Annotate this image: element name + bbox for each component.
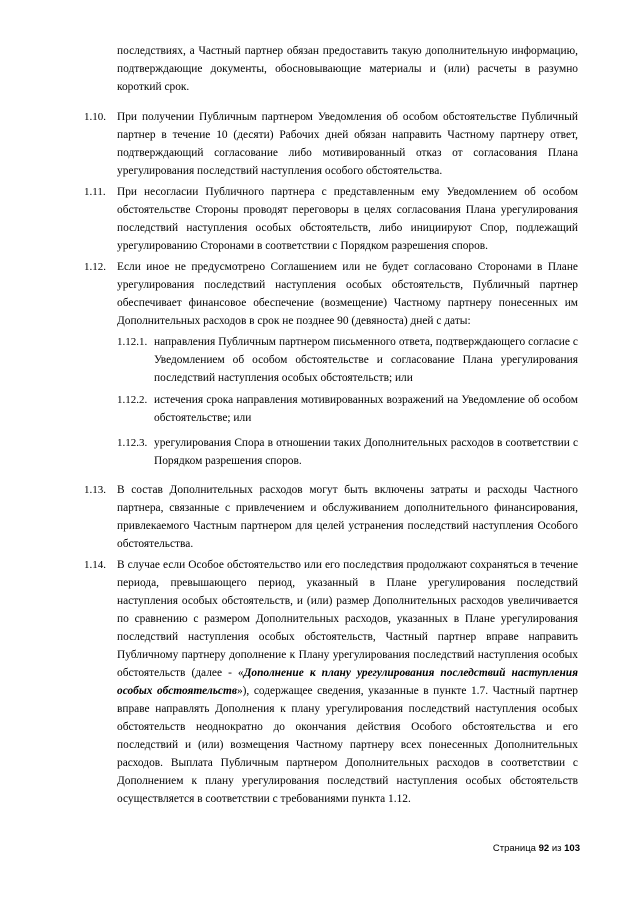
- subclause-number: 1.12.2.: [117, 394, 148, 406]
- clause-1-10: [117, 108, 578, 180]
- clause-text: Если иное не предусмотрено Соглашением или не будет согласовано Сторонами в Плане урегулирования последствий наступления особых обстоятельств, Публичный партнер обеспечивает финансовое обеспечение (возмещение) Частному партнеру понесенных им Дополнительных расходов в срок не позднее 90 (девяноста) дней с даты:: [117, 261, 578, 327]
- clause-text: При получении Публичным партнером Уведомления об особом обстоятельстве Публичный партнер в течение 10 (десяти) Рабочих дней обязан направить Частному партнеру ответ, подтверждающий согласование либо мотивированный отказ от согласования Плана урегулирования последствий наступления особого обстоятельства.: [117, 111, 578, 177]
- intro-paragraph: [117, 42, 578, 96]
- footer-middle: из: [549, 843, 565, 854]
- clause-text: В состав Дополнительных расходов могут быть включены затраты и расходы Частного партнера, связанные с привлечением и обслуживанием дополнительного финансирования, привлекаемого Частным партнером для целей устранения последствий наступления Особого обстоятельства.: [117, 484, 578, 550]
- subclause-text: истечения срока направления мотивированных возражений на Уведомление об особом обстоятельстве; или: [154, 394, 578, 424]
- clause-number: 1.11.: [84, 186, 106, 198]
- clause-number: 1.14.: [84, 559, 106, 571]
- clause-number: 1.12.: [84, 261, 106, 273]
- clause-number: 1.13.: [84, 484, 106, 496]
- clause-text-after: »), содержащее сведения, указанные в пункте 1.7. Частный партнер вправе направлять Дополнения к плану урегулирования последствий наступления особых обстоятельств неоднократно до окончания действия Особого обстоятельства и его последствий и (или) возмещения Частному партнеру всех понесенных Дополнительных расходов. Выплата Публичным партнером Дополнительных расходов в соответствии с Дополнением к плану урегулирования последствий наступления особых обстоятельств осуществляется в соответствии с требованиями пункта 1.12.: [117, 685, 578, 805]
- clause-1-11: [117, 183, 578, 255]
- clause-number: 1.10.: [84, 111, 106, 123]
- subclause-number: 1.12.1.: [117, 336, 148, 348]
- defined-term: Дополнение к плану урегулирования последствий наступления особых обстоятельств: [117, 667, 578, 697]
- clause-text: [117, 556, 578, 808]
- clause-1-12: [117, 258, 578, 330]
- clause-1-14: [117, 556, 578, 808]
- footer-prefix: Страница: [492, 843, 539, 854]
- page-footer: [493, 843, 580, 854]
- intro-text: последствиях, а Частный партнер обязан предоставить такую дополнительную информацию, подтверждающие документы, обосновывающие материалы и (или) расчеты в разумно короткий срок.: [117, 45, 578, 93]
- clause-text-before: В случае если Особое обстоятельство или его последствия продолжают сохраняться в течение периода, превышающего период, указанный в Плане урегулирования последствий наступления особых обстоятельств, и (или) размер Дополнительных расходов увеличивается по сравнению с размером Дополнительных расходов, указанных в Плане урегулирования последствий наступления особых обстоятельств, Частный партнер вправе направить Публичному партнеру дополнение к Плану урегулирования последствий наступления особых обстоятельств (далее - «: [117, 559, 578, 679]
- subclause-1-12-2: [154, 391, 578, 427]
- subclause-text: направления Публичным партнером письменного ответа, подтверждающего согласие с Уведомлением об особом обстоятельстве и согласование Плана урегулирования последствий наступления особых обстоятельств; или: [154, 336, 578, 384]
- subclause-number: 1.12.3.: [117, 437, 148, 449]
- subclause-1-12-1: [154, 333, 578, 387]
- current-page-number: 92: [538, 843, 550, 854]
- clause-1-13: [117, 481, 578, 553]
- total-pages-number: 103: [564, 843, 580, 854]
- subclause-text: урегулирования Спора в отношении таких Дополнительных расходов в соответствии с Порядком разрешения споров.: [154, 437, 578, 467]
- clause-text: При несогласии Публичного партнера с представленным ему Уведомлением об особом обстоятельстве Стороны проводят переговоры в целях согласования Плана урегулирования последствий наступления особых обстоятельств, либо инициируют Спор, подлежащий урегулированию Сторонами в соответствии с Порядком разрешения споров.: [117, 186, 578, 252]
- subclause-1-12-3: [154, 434, 578, 470]
